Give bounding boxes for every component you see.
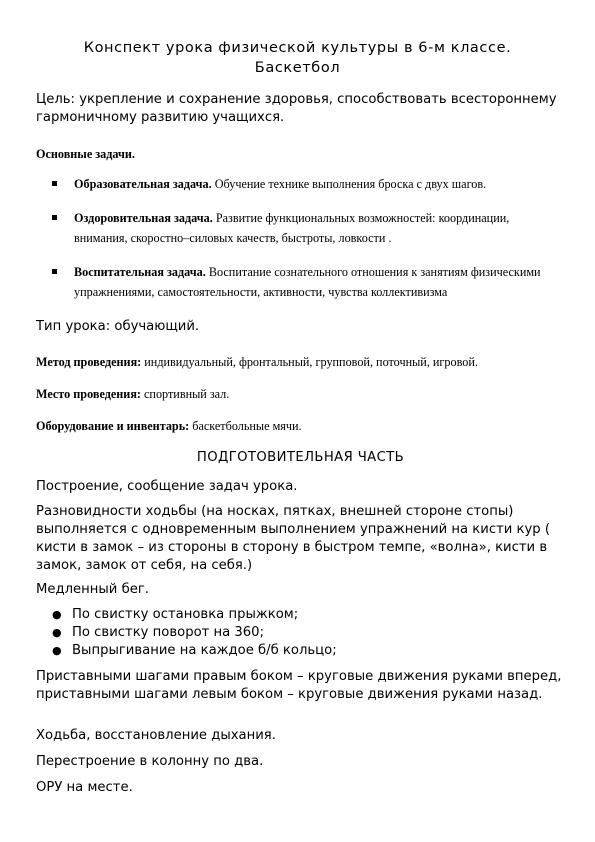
exercise-item bbox=[52, 642, 555, 660]
section-paragraph-2: Разновидности ходьбы (на носках, пятках, внешней стороне стопы) выполняется с одновременным выполнением упражнений на кисти кур ( кисти в замок – из стороны в сторону в быстром темпе, «волна», кисти в замок, замок от себя, на себя.) bbox=[36, 504, 551, 573]
method-line bbox=[36, 354, 565, 370]
task-text: Обучение технике выполнения броска с двух шагов. bbox=[211, 177, 487, 191]
goal-text: укрепление и сохранение здоровья, способствовать всестороннему гармоничному развитию учащихся. bbox=[36, 92, 557, 125]
method-value: индивидуальный, фронтальный, групповой, поточный, игровой. bbox=[141, 355, 478, 369]
section-heading: ПОДГОТОВИТЕЛЬНАЯ ЧАСТЬ bbox=[196, 450, 405, 465]
lesson-type bbox=[36, 318, 565, 336]
goal-paragraph bbox=[36, 91, 565, 127]
place-value: спортивный зал. bbox=[140, 387, 230, 401]
section-paragraph-4: Приставными шагами правым боком – круговые движения руками вперед, приставными шагами левым боком – круговые движения руками назад. bbox=[36, 669, 562, 702]
place-label: Место проведения: bbox=[36, 387, 141, 401]
task-label: Оздоровительная задача. bbox=[74, 211, 213, 225]
task-item bbox=[52, 208, 555, 248]
lesson-type-value: обучающий. bbox=[110, 319, 200, 334]
section-paragraph-1: Построение, сообщение задач урока. bbox=[36, 479, 298, 494]
section-paragraph-5: Ходьба, восстановление дыхания. bbox=[36, 728, 276, 743]
task-label: Образовательная задача. bbox=[74, 177, 212, 191]
exercise-text: По свистку поворот на 360; bbox=[72, 625, 265, 640]
section-paragraph-3: Медленный бег. bbox=[36, 582, 149, 597]
bullet-dot-icon: ● bbox=[52, 644, 62, 657]
tasks-heading: Основные задачи. bbox=[36, 147, 135, 161]
title-line-1: Конспект урока физической культуры в 6-м классе. bbox=[83, 40, 512, 56]
bullet-dot-icon: ● bbox=[52, 626, 62, 639]
task-label: Воспитательная задача. bbox=[74, 265, 206, 279]
title-line-2: Баскетбол bbox=[254, 60, 341, 76]
square-bullet-icon bbox=[52, 269, 57, 274]
exercise-list bbox=[52, 606, 555, 660]
lesson-type-label: Тип урока: bbox=[36, 319, 111, 334]
task-text: Воспитание сознательного отношения к занятиям физическими упражнениями, самостоятельности, активности, чувства коллективизма bbox=[74, 265, 541, 299]
equipment-line bbox=[36, 418, 565, 434]
exercise-text: По свистку остановка прыжком; bbox=[72, 607, 299, 622]
exercise-item bbox=[52, 624, 555, 642]
square-bullet-icon bbox=[52, 181, 57, 186]
place-line bbox=[36, 386, 565, 402]
bullet-dot-icon: ● bbox=[52, 608, 62, 621]
task-text: Развитие функциональных возможностей: координации, внимания, скоростно–силовых качеств, быстроты, ловкости . bbox=[74, 211, 510, 245]
goal-label: Цель: bbox=[36, 92, 75, 107]
section-paragraph-6: Перестроение в колонну по два. bbox=[36, 754, 264, 769]
method-label: Метод проведения: bbox=[36, 355, 142, 369]
square-bullet-icon bbox=[52, 215, 57, 220]
task-item bbox=[52, 174, 555, 194]
equipment-value: баскетбольные мячи. bbox=[189, 419, 302, 433]
tasks-list bbox=[52, 174, 555, 302]
page-title bbox=[40, 38, 555, 78]
equipment-label: Оборудование и инвентарь: bbox=[36, 419, 190, 433]
exercise-text: Выпрыгивание на каждое б/б кольцо; bbox=[72, 643, 337, 658]
task-item bbox=[52, 262, 555, 302]
exercise-item bbox=[52, 606, 555, 624]
section-paragraph-7: ОРУ на месте. bbox=[36, 780, 133, 795]
